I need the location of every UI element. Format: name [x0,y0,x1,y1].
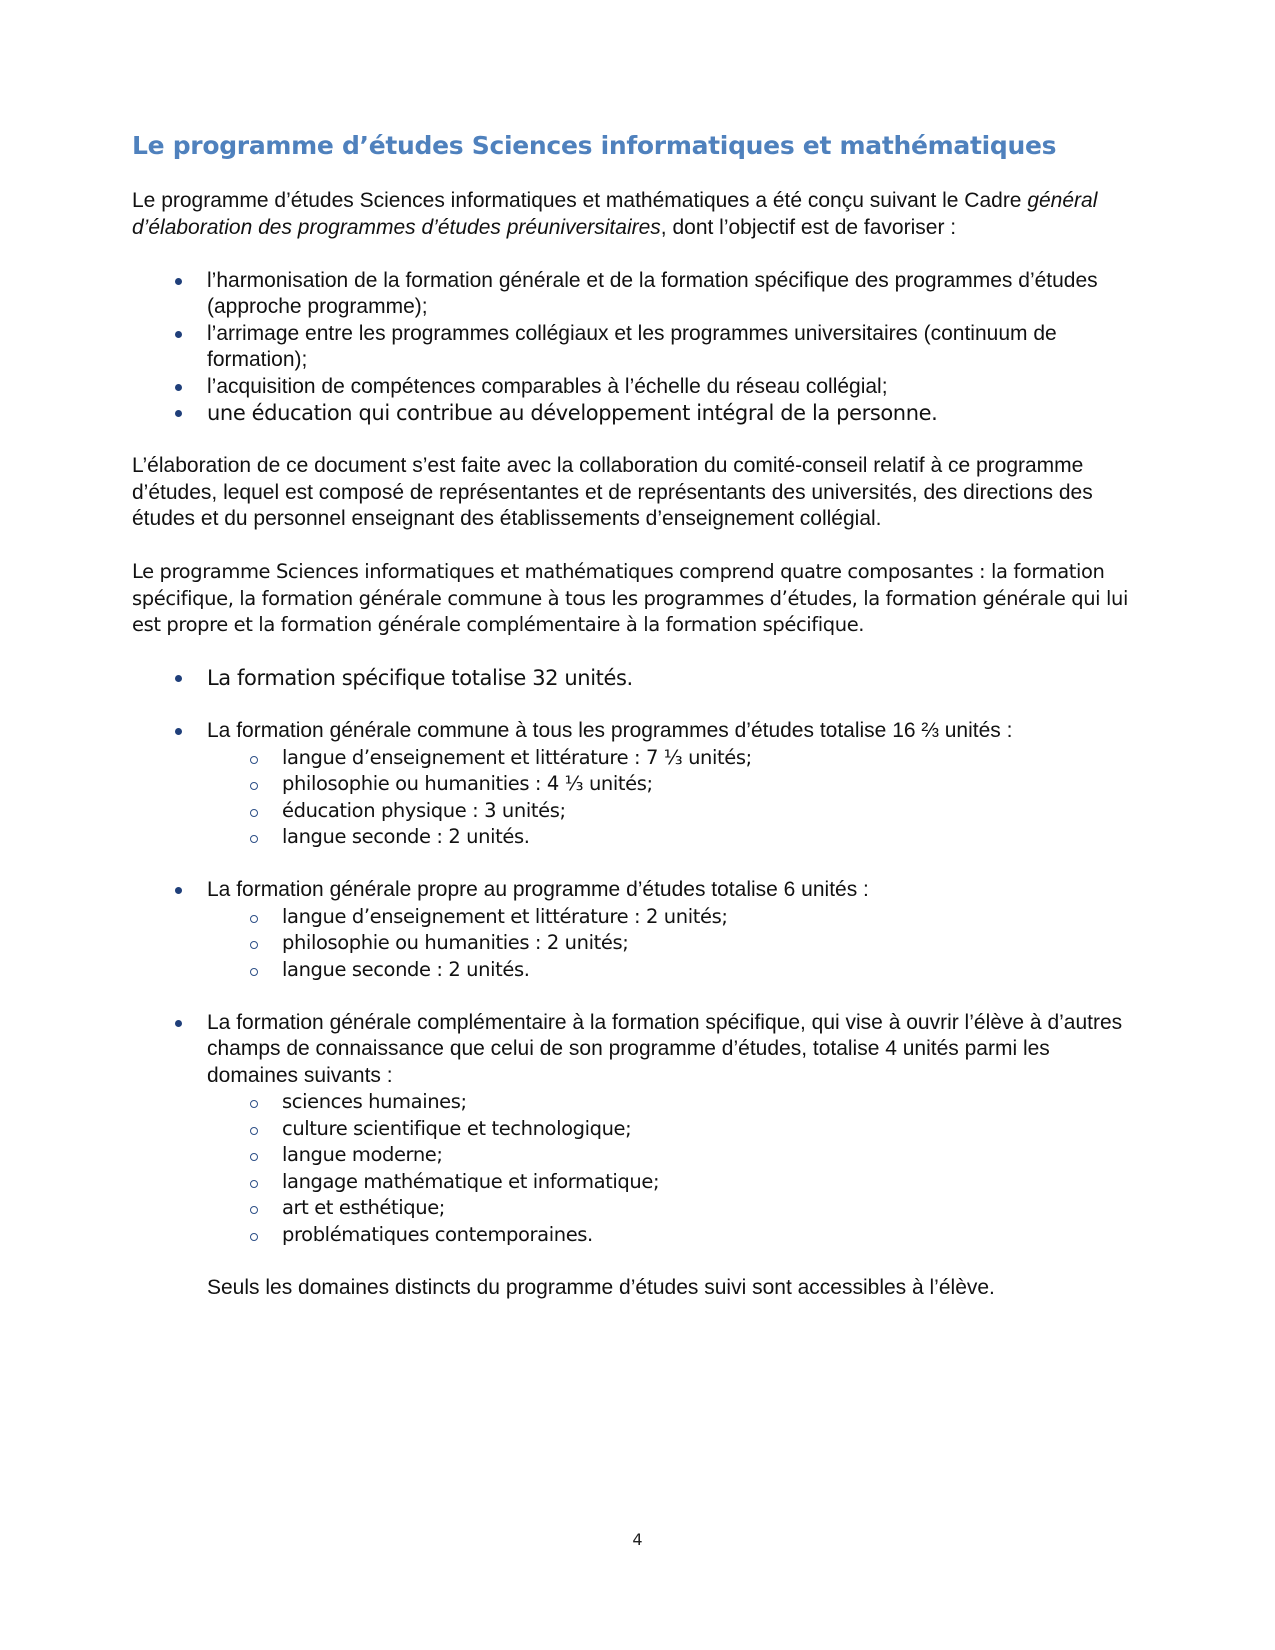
objectives-list [132,268,1144,427]
list-item: l’harmonisation de la formation générale et de la formation spécifique des programmes d’études (approche programme); [132,268,1144,321]
sub-list-item: problématiques contemporaines. [207,1222,1144,1249]
list-item: l’acquisition de compétences comparables à l’échelle du réseau collégial; [132,374,1144,401]
circle-bullet-icon [250,968,258,976]
sub-list-item: langage mathématique et informatique; [207,1169,1144,1196]
circle-bullet-icon [250,756,258,764]
sub-list-item: philosophie ou humanities : 2 unités; [207,930,1144,957]
bullet-icon [175,675,182,682]
sub-list-item: langue d’enseignement et littérature : 7 ⅓ unités; [207,745,1144,772]
sub-list-item: art et esthétique; [207,1195,1144,1222]
list-item: une éducation qui contribue au développement intégral de la personne. [132,400,1144,427]
bullet-icon [175,384,182,391]
sub-list-item: philosophie ou humanities : 4 ⅓ unités; [207,771,1144,798]
sub-list [207,904,1144,984]
page-number: 4 [632,1530,643,1549]
section-heading: Le programme d’études Sciences informatiques et mathématiques [132,131,1057,160]
sub-list-item: sciences humaines; [207,1089,1144,1116]
sub-list [207,745,1144,851]
collaboration-paragraph: L’élaboration de ce document s’est faite avec la collaboration du comité-conseil relatif à ce programme d’études, lequel est composé de représentantes et de représentants des universités, des directions des études et du personnel enseignant des établissements d’enseignement collégial. [132,454,1093,530]
bullet-icon [175,1020,182,1027]
circle-bullet-icon [250,782,258,790]
circle-bullet-icon [250,1206,258,1214]
intro-text-1: Le programme d’études Sciences informatiques et mathématiques a été conçu suivant le Cadre [132,189,1028,212]
components-list [132,665,1144,1248]
circle-bullet-icon [250,1153,258,1161]
domains-note: Seuls les domaines distincts du programme d’études suivi sont accessibles à l’élève. [207,1275,995,1299]
bullet-icon [175,728,182,735]
component-specific: La formation spécifique totalise 32 unités. [132,665,1144,692]
intro-text-2: , dont l’objectif est de favoriser : [660,215,957,239]
circle-bullet-icon [250,941,258,949]
circle-bullet-icon [250,1233,258,1241]
sub-list [207,1089,1144,1248]
circle-bullet-icon [250,809,258,817]
sub-list-item: culture scientifique et technologique; [207,1116,1144,1143]
sub-list-item: langue seconde : 2 unités. [207,957,1144,984]
sub-list-item: langue moderne; [207,1142,1144,1169]
intro-paragraph [132,188,1144,241]
component-general-specific: La formation générale propre au programme d’études totalise 6 unités : langue d’enseignement et littérature : 2 unités; philosophie ou humanities : 2 unités; langue seconde : 2 unités. [132,877,1144,983]
sub-list-item: éducation physique : 3 unités; [207,798,1144,825]
circle-bullet-icon [250,1180,258,1188]
list-item: l’arrimage entre les programmes collégiaux et les programmes universitaires (continuum de formation); [132,321,1144,374]
bullet-icon [175,887,182,894]
circle-bullet-icon [250,915,258,923]
circle-bullet-icon [250,1127,258,1135]
sub-list-item: langue d’enseignement et littérature : 2 unités; [207,904,1144,931]
circle-bullet-icon [250,835,258,843]
components-intro-paragraph: Le programme Sciences informatiques et mathématiques comprend quatre composantes : la formation spécifique, la formation générale commune à tous les programmes d’études, la formation générale qui lui est propre et la formation générale complémentaire à la formation spécifique. [132,560,1128,636]
component-general-complementary: La formation générale complémentaire à la formation spécifique, qui vise à ouvrir l’élève à d’autres champs de connaissance que celui de son programme d’études, totalise 4 unités parmi les domaines suivants : sciences humaines; culture scientifique et technologique; langue moderne; langage mathématique et informatique; art et esthétique; problématiques contemporaines. [132,1010,1144,1249]
bullet-icon [175,331,182,338]
framework-title: général d’élaboration des programmes d’études préuniversitaires [132,189,1098,239]
bullet-icon [175,278,182,285]
sub-list-item: langue seconde : 2 unités. [207,824,1144,851]
bullet-icon [175,410,182,417]
document-page [132,130,1144,1301]
component-general-common: La formation générale commune à tous les programmes d’études totalise 16 ⅔ unités : langue d’enseignement et littérature : 7 ⅓ unités; philosophie ou humanities : 4 ⅓ unités; éducation physique : 3 unités; langue seconde : 2 unités. [132,718,1144,851]
circle-bullet-icon [250,1100,258,1108]
